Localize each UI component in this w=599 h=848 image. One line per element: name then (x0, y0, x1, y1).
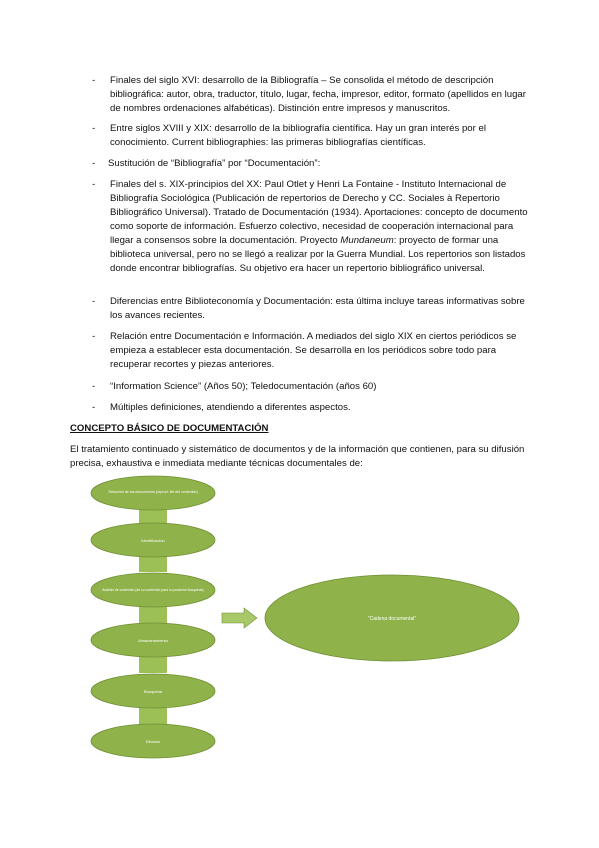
flow-connector (139, 708, 167, 724)
flow-step-label: Identificación (141, 538, 165, 543)
bullet-dash: - (92, 296, 96, 307)
bullet-dash: - (92, 402, 96, 413)
flow-step-label: Selección de los documentos (reprod. fiel del contenido) (108, 490, 198, 494)
intro-paragraph: El tratamiento continuado y sistemático de documentos y de la información que contienen, para su difusión precisa, exhaustiva e inmediata mediante técnicas documentales de: (70, 444, 525, 469)
bullet-dash: - (92, 331, 96, 342)
bullet-text: Entre siglos XVIII y XIX: desarrollo de la bibliografía científica. Hay un gran interés por el conocimiento. Current bibliographies: las primeras bibliografías científicas. (110, 123, 486, 148)
bullet-text: Diferencias entre Biblioteconomía y Documentación: esta última incluye tareas informativas sobre los avances recientes. (110, 296, 525, 321)
bullet-text: Relación entre Documentación e Información. A mediados del siglo XIX en ciertos periódicos se empieza a establecer esta documentación. Se desarrolla en los periódicos sobre todo para recuperar recortes y piezas anteriores. (110, 331, 517, 370)
flow-step-label: Búsqueda (143, 689, 163, 694)
flow-arrow (222, 608, 257, 628)
flow-connector (139, 657, 167, 673)
bullet-dash: - (92, 158, 96, 169)
flow-step-label: Almacenamiento (138, 638, 168, 643)
flow-step-label: Difusión (145, 739, 161, 744)
flow-connector (139, 607, 167, 623)
bullet-text: Múltiples definiciones, atendiendo a diferentes aspectos. (110, 402, 351, 413)
bullet-text: Sustitución de “Bibliografía” por “Documentación”: (108, 158, 321, 169)
bullet-text: “Information Science” (Años 50); Teledocumentación (años 60) (110, 381, 377, 392)
section-heading: CONCEPTO BÁSICO DE DOCUMENTACIÓN (70, 423, 269, 434)
flow-result-label: "Cadena documental" (367, 616, 417, 622)
bullet-dash: - (92, 179, 96, 190)
flow-step-label: Análisis de contenido (de su contenido para su posterior búsqueda) (102, 588, 204, 592)
bullet-dash: - (92, 381, 96, 392)
bullet-text: Finales del siglo XVI: desarrollo de la Bibliografía – Se consolida el método de descripción bibliográfica: autor, obra, traductor, título, lugar, fecha, impresor, editor, formato (apellidos en lugar de nombres ordenaciones alfabéticas). Distinción entre impresos y manuscritos. (110, 75, 526, 114)
bullet-dash: - (92, 75, 96, 86)
bullet-dash: - (92, 123, 96, 134)
bullet-text: Finales del s. XIX-principios del XX: Paul Otlet y Henri La Fontaine - Instituto Internacional de Bibliografía Sociológica (Publicación de repertorios de Derecho y CC. Sociales à Repertorio Bibliográfico Universal). Tratado de Documentación (1934). Aportaciones: concepto de documento como soporte de información. Esfuerzo colectivo, necesidad de cooperación internacional para llegar a consensos sobre la documentación. Proyecto Mundaneum: proyecto de formar una biblioteca universal, pero no se llegó a realizar por la Guerra Mundial. Los repertorios son listados donde encontrar bibliografías. Su objetivo era hacer un repertorio bibliográfico universal. (110, 179, 528, 274)
flow-connector (139, 556, 167, 572)
